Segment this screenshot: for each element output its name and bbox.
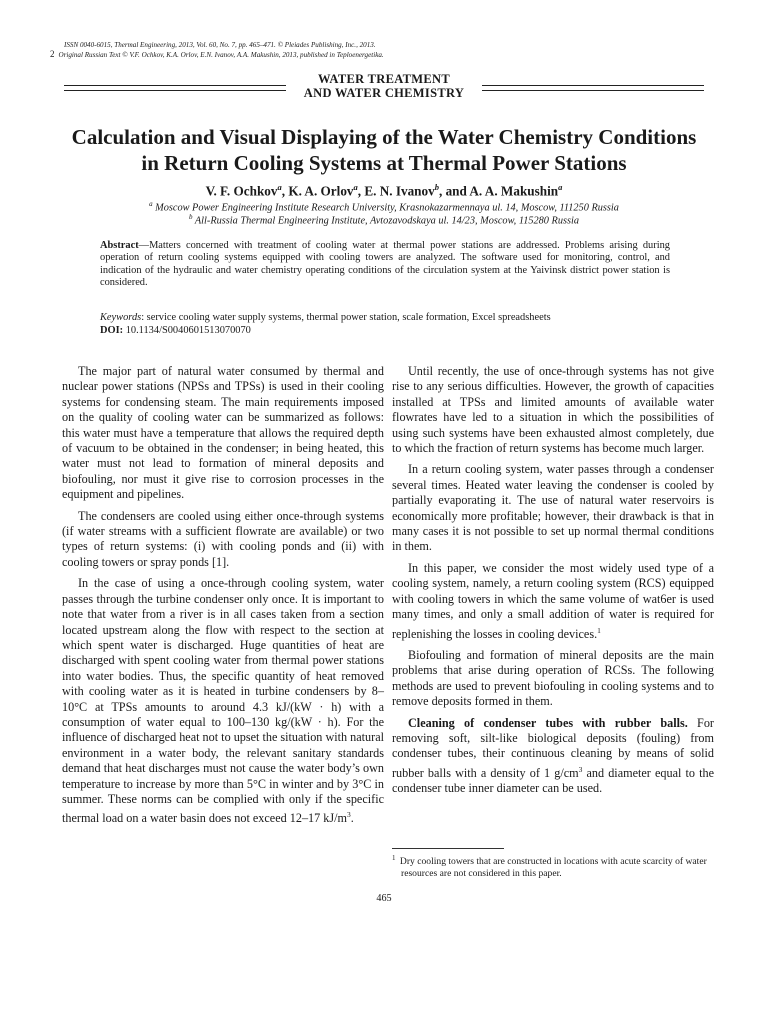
doi-label: DOI: <box>100 325 124 336</box>
author-affil-mark: b <box>434 182 439 192</box>
author-separator: , and <box>438 183 470 199</box>
body-paragraph <box>392 561 714 642</box>
body-paragraph-text: For removing soft, silt-like biological deposits (fouling) from condenser tubes, their continuous cleaning by means of solid rubber balls with a density of 1 g/cm <box>392 715 714 780</box>
footnote-ref[interactable]: 1 <box>597 625 601 635</box>
keywords <box>100 312 670 324</box>
body-paragraph: Until recently, the use of once-through systems has not give rise to any serious difficulties. However, the growth of capacities installed at TPSs and limited amounts of available water flowrates have led to a situation in which the possibilities of using such systems have been exhausted almost completely, due to which the fraction of return systems has become much larger. <box>392 364 714 456</box>
original-text-note: Original Russian Text © V.F. Ochkov, K.A. Orlov, E.N. Ivanov, A.A. Makushin, 2013, published in Teploenergetika. <box>58 51 384 59</box>
article-title-line2: in Return Cooling Systems at Thermal Power Stations <box>141 151 627 175</box>
run-in-heading: Cleaning of condenser tubes with rubber balls. <box>408 715 688 730</box>
margin-mark: 2 <box>50 49 55 59</box>
body-paragraph: In a return cooling system, water passes through a condenser several times. Heated water leaving the condenser is cooled by partially evaporating it. The use of natural water reservoirs is economically more profitable; however, their drawback is that in many cases it is not possible to set up normal thermal conditions in them. <box>392 462 714 554</box>
doi <box>100 325 670 337</box>
author-name: K. A. Orlov <box>288 183 354 199</box>
body-column-right <box>392 364 714 803</box>
affiliation-b <box>0 211 768 227</box>
keywords-text: : service cooling water supply systems, thermal power station, scale formation, Excel spreadsheets <box>141 312 551 323</box>
affiliation-mark: b <box>189 213 193 221</box>
footnote-rule <box>392 848 504 849</box>
journal-citation-header: ISSN 0040-6015, Thermal Engineering, 2013, Vol. 60, No. 7, pp. 465–471. © Pleiades Publishing, Inc., 2013. <box>64 41 376 49</box>
author-affil-mark: a <box>277 182 282 192</box>
superscript: 3 <box>578 764 583 774</box>
author-name: E. N. Ivanov <box>364 183 435 199</box>
affiliation-mark: a <box>149 200 153 208</box>
author-separator: , <box>357 183 365 199</box>
abstract <box>100 240 670 290</box>
footnote-text: Dry cooling towers that are constructed in locations with acute scarcity of water resources are not considered in this paper. <box>397 856 707 879</box>
footnote <box>392 853 714 879</box>
author-affil-mark: a <box>353 182 358 192</box>
body-paragraph-tail: and diameter equal to the condenser tube inner diameter can be used. <box>392 765 714 796</box>
body-paragraph <box>392 716 714 797</box>
superscript: 3 <box>346 810 351 820</box>
body-paragraph-text: In the case of using a once-through cooling system, water passes through the turbine condenser only once. It is important to note that water from a river is in all cases taken from a section located upstream along the flow with respect to the section at which spent water is discharged. Huge quantities of heat are discharged with spent cooling water from thermal power stations into water bodies. Thus, the specific quantity of heat removed with cooling water as it is heated in turbine condensers by 8–10°C at TPSs amounts to around 4.3 kJ/(kW · h) with a consumption of water equal to 100–130 kg/(kW · h). For the influence of discharged heat not to upset the situation with natural environment in a water body, the relevant sanitary standards demand that heat discharges must not cause the water body’s own temperature to increase by more than 5°C in winter and by 3°C in summer. These norms can be complied with only if the specific thermal load on a water basin does not exceed 12–17 kJ/m <box>62 576 384 826</box>
body-paragraph-text: In this paper, we consider the most widely used type of a cooling system, namely, a return cooling system (RCS) equipped with cooling towers in which the same volume of wat6er is used many times, and only a small addition of water is required for replenishing the losses in cooling devices. <box>392 560 714 641</box>
abstract-text: —Matters concerned with treatment of cooling water at thermal power stations are addressed. Problems arising during operation of return cooling systems equipped with cooling towers are analyzed. The software used for monitoring, control, and indication of the hydraulic and water chemistry operating conditions of the circulation system at the Yaivinsk district power station is considered. <box>100 240 670 289</box>
body-column-left <box>62 364 384 833</box>
author-separator: , <box>281 183 289 199</box>
body-paragraph <box>62 576 384 827</box>
author-affil-mark: a <box>558 182 563 192</box>
doi-link[interactable]: 10.1134/S0040601513070070 <box>123 325 251 336</box>
section-heading <box>0 72 768 100</box>
body-paragraph-tail: . <box>350 811 354 826</box>
keywords-label: Keywords <box>100 312 142 323</box>
affiliation-text: All-Russia Thermal Engineering Institute, Avtozavodskaya ul. 14/23, Moscow, 115280 Russia <box>192 215 579 227</box>
author-list <box>0 180 768 198</box>
section-heading-line2: AND WATER CHEMISTRY <box>303 86 465 100</box>
abstract-label: Abstract <box>100 240 139 251</box>
section-heading-line1: WATER TREATMENT <box>318 72 450 86</box>
body-paragraph: Biofouling and formation of mineral deposits are the main problems that arise during operation of RCSs. The following methods are used to prevent biofouling in cooling systems and to remove deposits formed in them. <box>392 647 714 709</box>
author-name: A. A. Makushin <box>469 183 559 199</box>
article-title <box>40 124 728 176</box>
author-name: V. F. Ochkov <box>205 183 278 199</box>
body-paragraph: The major part of natural water consumed by thermal and nuclear power stations (NPSs and TPSs) is used in their cooling systems for condensing steam. The main requirements imposed on the quality of cooling water can be summarized as follows: this water must have a temperature that allows the required depth of vacuum to be obtained in the condenser; in being heated, this water must not lead to formation of mineral deposits and biofouling, nor must it give rise to corrosion processes in the equipment and pipelines. <box>62 364 384 502</box>
page-number: 465 <box>376 893 392 904</box>
affiliation-text: Moscow Power Engineering Institute Research University, Krasnokazarmennaya ul. 14, Moscow, 111250 Russia <box>152 202 619 214</box>
body-paragraph: The condensers are cooled using either once-through systems (if water streams with a sufficient flowrate are available) or two types of return systems: (i) with cooling ponds and (ii) with cooling towers or spray ponds [1]. <box>62 508 384 569</box>
article-title-line1: Calculation and Visual Displaying of the Water Chemistry Conditions <box>71 125 697 149</box>
original-text-header <box>50 50 384 60</box>
footnote-mark: 1 <box>392 854 396 862</box>
